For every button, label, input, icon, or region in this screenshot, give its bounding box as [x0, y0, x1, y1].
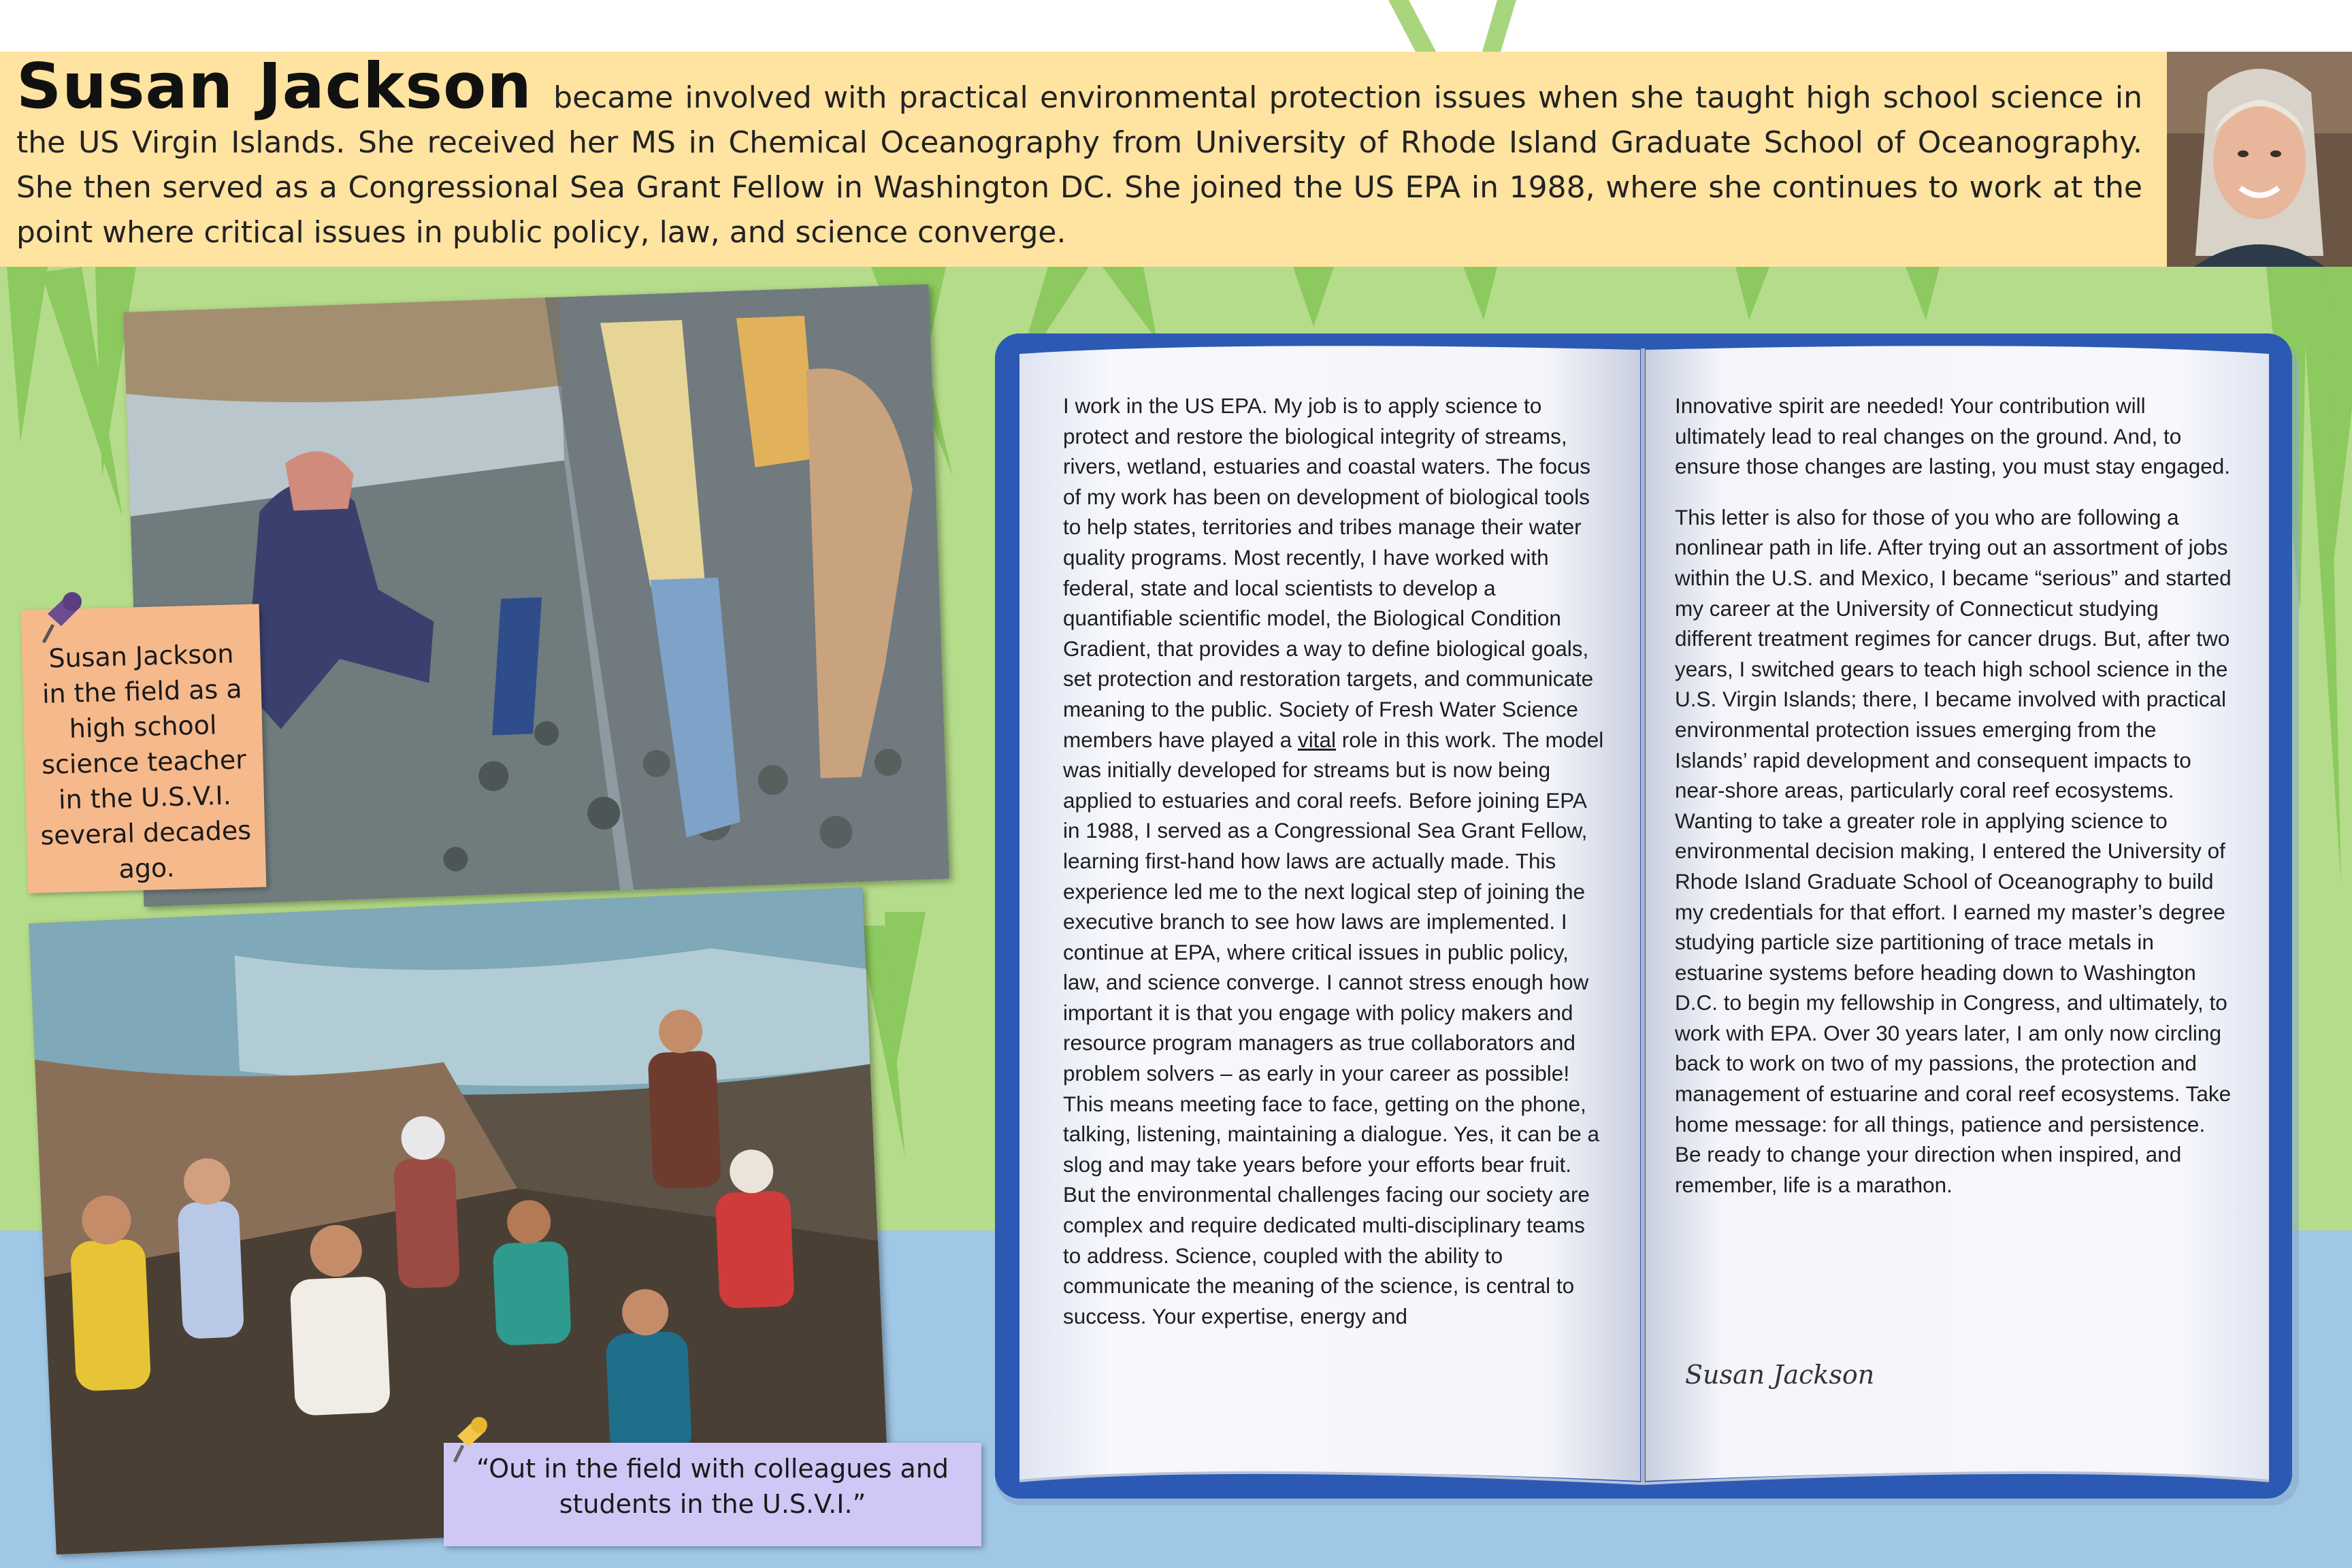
caption-note-teacher: [21, 604, 267, 893]
letter-left-page-text: [1063, 391, 1607, 1331]
letter-right-paragraph-2: This letter is also for those of you who are following a nonlinear path in life. After trying out an assortment of jobs within the U.S. and Mexico, I became “serious” and started my career at the University of Connecticut studying different treatment regimes for cancer drugs. But, after two years, I switched gears to teach high school science in the U.S. Virgin Islands; there, I became involved with practical environmental protection issues emerging from the Islands’ rapid development and consequent impacts to near-shore areas, particularly coral reef ecosystems. Wanting to take a greater role in applying science to environmental decision making, I entered the University of Rhode Island Graduate School of Oceanography to build my credentials for that effort. I earned my master’s degree studying particle size partitioning of trace metals in estuarine systems before heading down to Washington D.C. to begin my fellowship in Congress, and ultimately, to work with EPA. Over 30 years later, I am only now circling back to work on two of my passions, the protection and management of estuarine and coral reef ecosystems. Take home message: for all things, patience and persistence. Be ready to change your direction when inspired, and remember, life is a marathon.: [1675, 504, 2232, 1197]
signature: Susan Jackson: [1685, 1360, 1875, 1390]
header-banner: [0, 52, 2167, 267]
bio-paragraph: [16, 50, 2142, 255]
letter-vital-word: vital: [1297, 727, 1336, 752]
name-heading: Susan Jackson: [16, 50, 532, 122]
letter-left-part1: I work in the US EPA. My job is to apply science to protect and restore the biological integrity of streams, rivers, wetland, estuaries and coastal waters. The focus of my work has been on development of biological tools to help states, territories and tribes manage their water quality programs. Most recently, I have worked with federal, state and local scientists to develop a quantifiable scientific model, the Biological Condition Gradient, that provides a way to define biological goals, set protection and restoration targets, and communicate meaning to the public. Society of Fresh Water Science members have played a: [1063, 393, 1594, 752]
portrait-image: [2167, 52, 2352, 267]
bio-text: became involved with practical environmental protection issues when she taught high school science in the US Virgin Islands. She received her MS in Chemical Oceanography from University of Rhode Island Graduate School of Oceanography. She then served as a Congressional Sea Grant Fellow in Washington DC. She joined the US EPA in 1988, where she continues to work at the point where critical issues in public policy, law, and science converge.: [16, 80, 2142, 250]
pushpin-purple-icon: [38, 591, 86, 645]
letter-right-page-text: [1675, 391, 2233, 1220]
caption-group-text: “Out in the field with colleagues and students in the U.S.V.I.”: [476, 1454, 949, 1519]
letter-left-part2: role in this work. The model was initially developed for streams but is now being applied to estuaries and coral reefs. Before joining EPA in 1988, I served as a Congressional Sea Grant Fellow, learning first-hand how laws are actually made. This experience led me to the next logical step of joining the executive branch to see how laws are implemented. I continue at EPA, where critical issues in public policy, law, and science converge. I cannot stress enough how important it is that you engage with policy makers and resource program managers as true collaborators and problem solvers – as early in your career as possible! This means meeting face to face, getting on the phone, talking, listening, maintaining a dialogue. Yes, it can be a slog and may take years before your efforts bear fruit. But the environmental challenges facing our society are complex and require dedicated multi-disciplinary teams to address. Science, coupled with the ability to communicate the meaning of the science, is central to success. Your expertise, energy and: [1063, 727, 1604, 1328]
pushpin-yellow-icon: [449, 1416, 490, 1463]
caption-teacher-text: Susan Jackson in the field as a high school science teacher in the U.S.V.I. several decades ago.: [39, 638, 252, 885]
letter-right-paragraph-1: Innovative spirit are needed! Your contribution will ultimately lead to real changes on the ground. And, to ensure those changes are lasting, you must stay engaged.: [1675, 393, 2231, 479]
portrait-photo: [2167, 52, 2352, 267]
caption-note-group: [444, 1443, 981, 1546]
